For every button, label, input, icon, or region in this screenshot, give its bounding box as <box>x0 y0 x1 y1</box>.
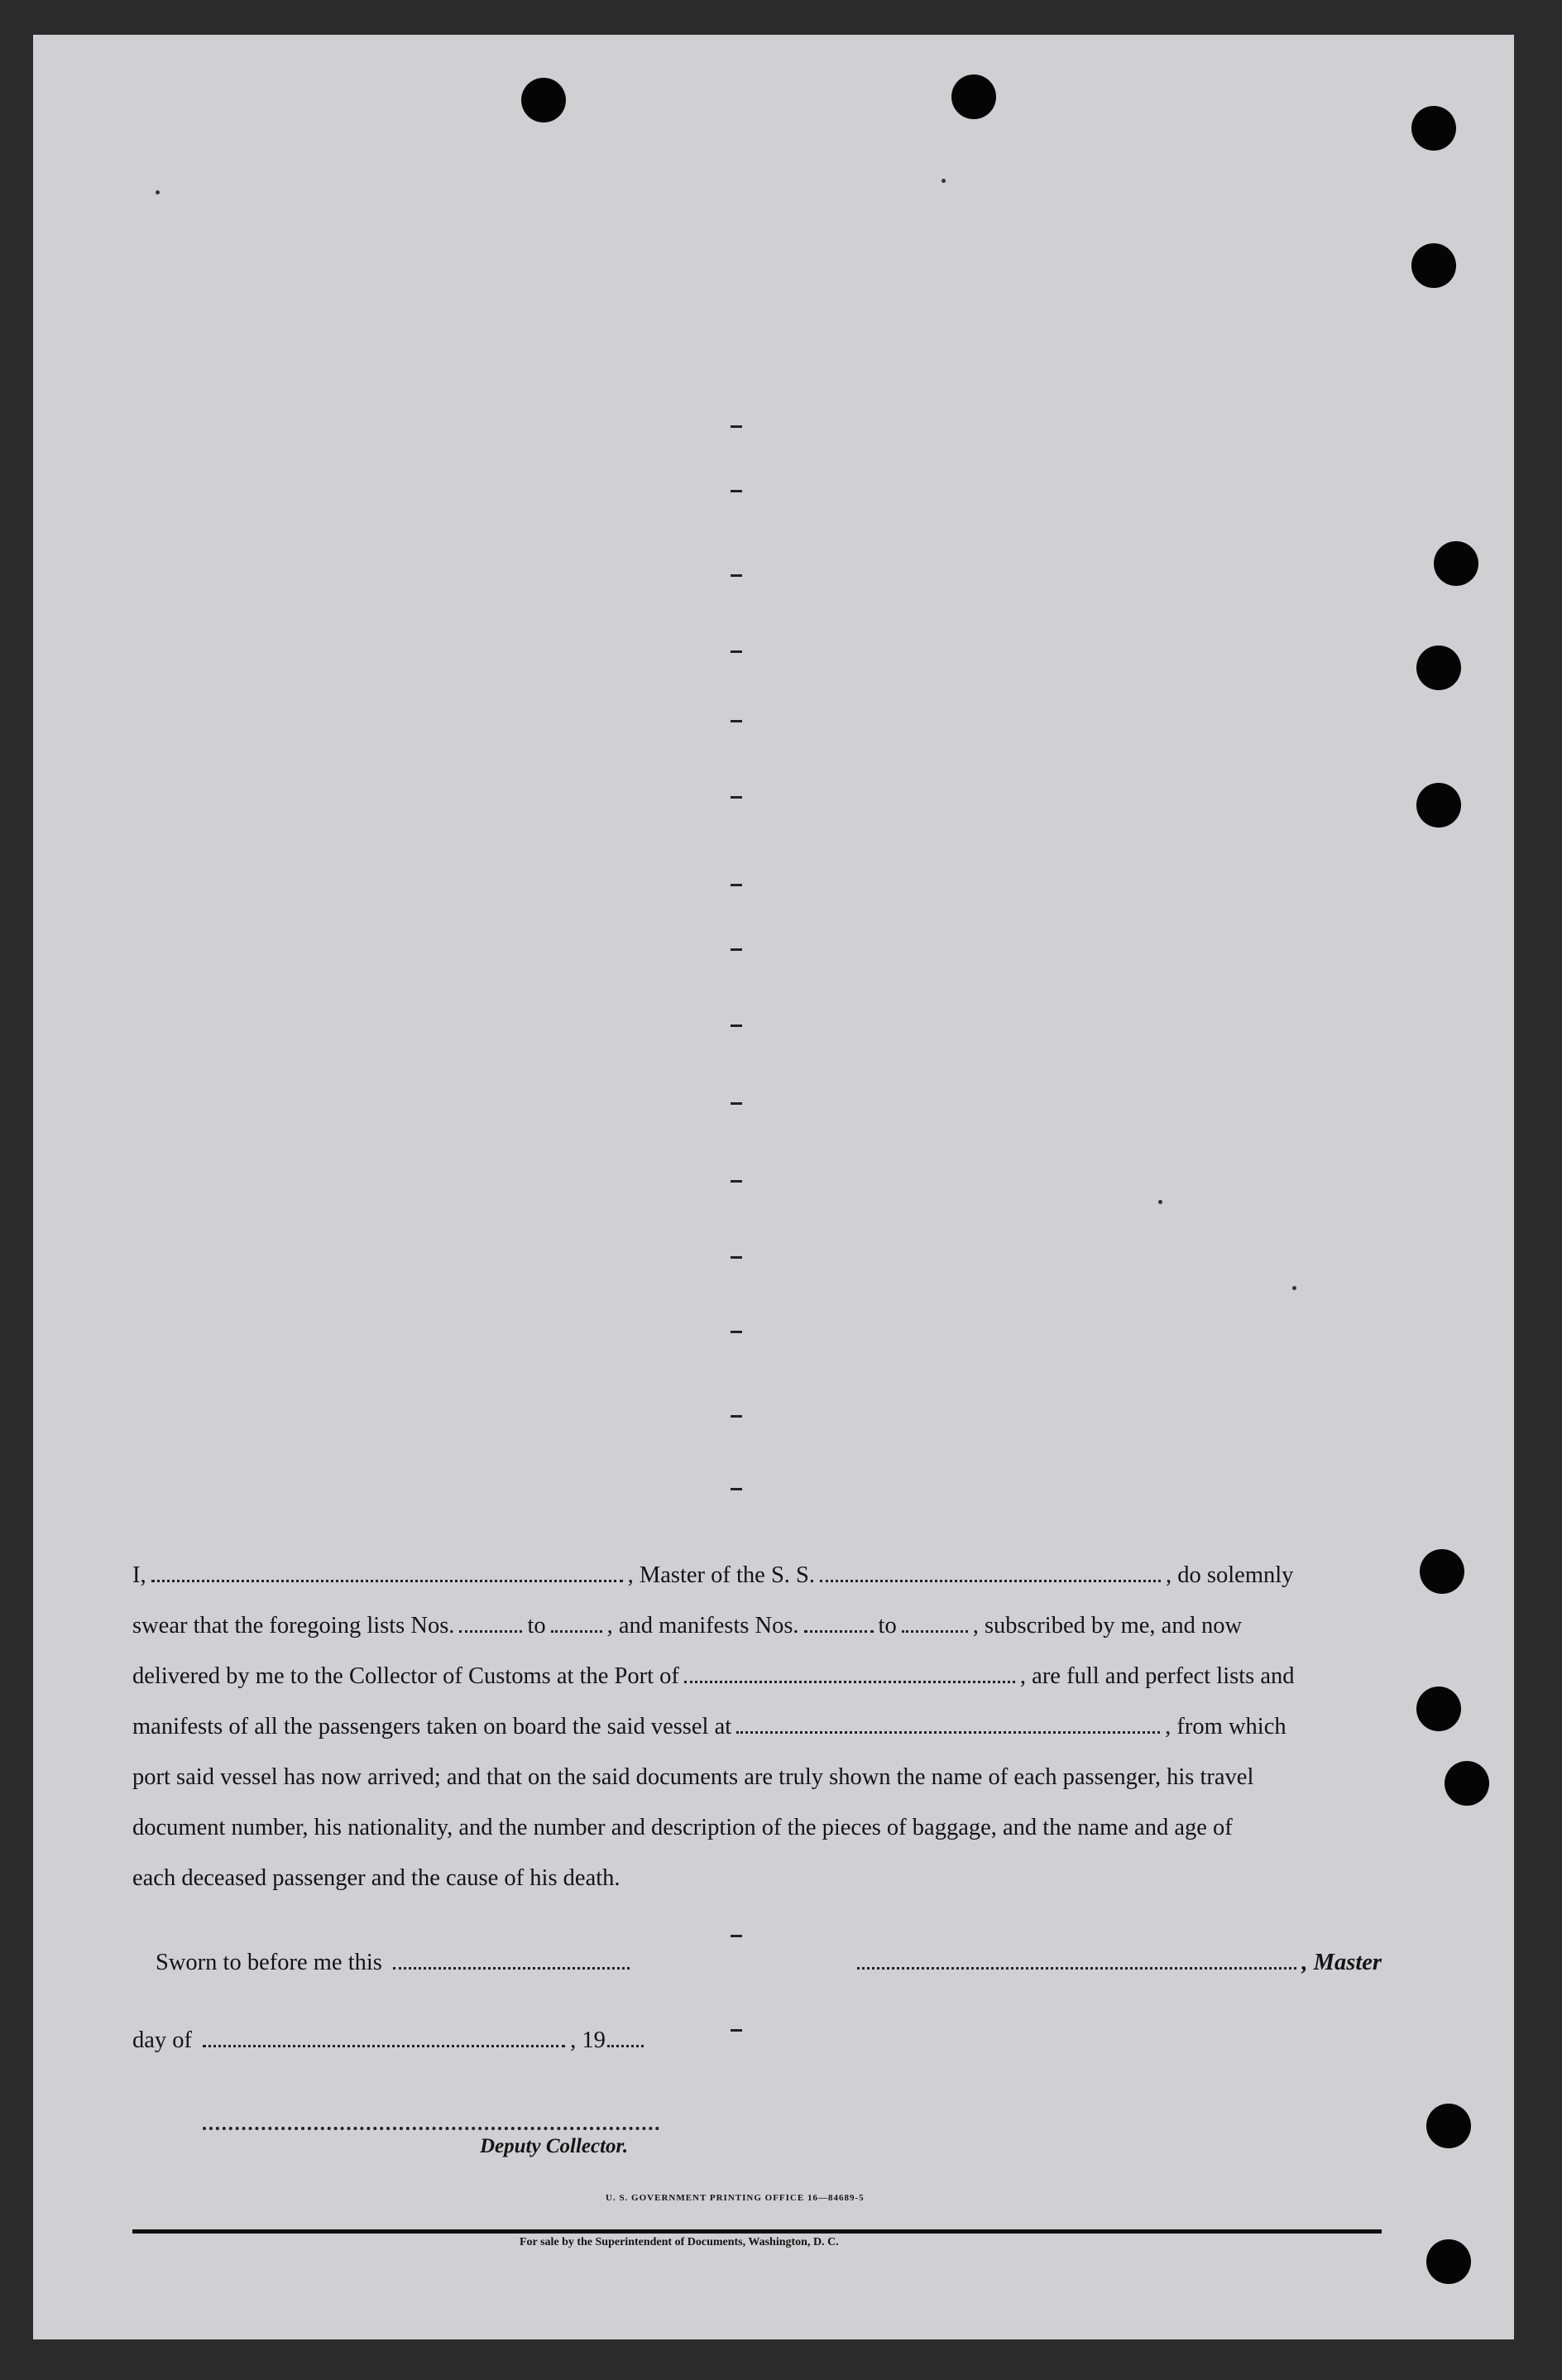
month-field[interactable] <box>203 2038 565 2047</box>
punch-hole <box>1411 243 1456 288</box>
oath-line-3 <box>132 1663 1382 1714</box>
fold-mark <box>731 948 742 951</box>
oath-line-7 <box>132 1865 1382 1916</box>
oath-pronoun: I, <box>132 1562 146 1588</box>
footer-rule <box>132 2229 1382 2234</box>
punch-hole <box>1426 2239 1471 2284</box>
fold-mark <box>731 1935 742 1937</box>
master-signature-field[interactable] <box>857 1960 1296 1970</box>
oath-text-line: document number, his nationality, and the number and description of the pieces of baggage, and the name and age of <box>132 1815 1233 1840</box>
fold-mark <box>731 650 742 653</box>
master-name-field[interactable] <box>151 1573 623 1582</box>
vessel-name-field[interactable] <box>820 1573 1161 1582</box>
sworn-date-field[interactable] <box>393 1960 630 1970</box>
lists-to-field[interactable] <box>551 1624 602 1633</box>
oath-line-4 <box>132 1714 1382 1764</box>
manifests-to-label: to <box>878 1613 897 1639</box>
fold-mark <box>731 796 742 799</box>
full-perfect-label: , are full and perfect lists and <box>1019 1663 1295 1689</box>
punch-hole <box>1411 106 1456 151</box>
oath-text <box>132 1562 1382 1916</box>
do-solemnly-label: , do solemnly <box>1166 1562 1294 1588</box>
sworn-label: Sworn to before me this <box>156 1950 382 1975</box>
fold-mark <box>731 1415 742 1418</box>
oath-line-2 <box>132 1613 1382 1663</box>
punch-hole <box>1416 1687 1461 1731</box>
punch-hole <box>1416 645 1461 690</box>
manifests-from-field[interactable] <box>804 1624 874 1633</box>
master-signature-line <box>852 1950 1382 1976</box>
master-label: , Master <box>1301 1950 1382 1975</box>
oath-line-1 <box>132 1562 1382 1613</box>
fold-mark <box>731 1024 742 1027</box>
day-of-line <box>132 2027 649 2054</box>
day-of-label: day of <box>132 2027 193 2053</box>
speck <box>1158 1200 1162 1204</box>
port-of-label: delivered by me to the Collector of Customs at the Port of <box>132 1663 679 1689</box>
punch-hole <box>1426 2104 1471 2148</box>
fold-mark <box>731 490 742 492</box>
fold-mark <box>731 1180 742 1183</box>
manifests-to-field[interactable] <box>902 1624 968 1633</box>
lists-to-label: to <box>527 1613 546 1639</box>
deputy-signature-field[interactable] <box>203 2127 659 2130</box>
year-field[interactable] <box>607 2038 644 2047</box>
punch-hole <box>1416 783 1461 828</box>
speck <box>156 190 160 194</box>
taken-on-board-label: manifests of all the passengers taken on board the said vessel at <box>132 1714 732 1739</box>
fold-mark <box>731 1488 742 1490</box>
punch-hole <box>1420 1549 1464 1594</box>
fold-mark <box>731 720 742 722</box>
lists-nos-label: swear that the foregoing lists Nos. <box>132 1613 455 1639</box>
port-of-field[interactable] <box>684 1674 1015 1683</box>
from-which-label: , from which <box>1165 1714 1286 1739</box>
year-label: , 19 <box>570 2027 606 2053</box>
oath-line-5 <box>132 1764 1382 1815</box>
fold-mark <box>731 884 742 886</box>
speck <box>1292 1286 1296 1290</box>
printer-imprint: U. S. GOVERNMENT PRINTING OFFICE 16—84689-5 <box>606 2193 865 2203</box>
lists-from-field[interactable] <box>459 1624 522 1633</box>
punch-hole <box>1445 1761 1489 1806</box>
fold-mark <box>731 1331 742 1333</box>
punch-hole <box>521 78 566 122</box>
oath-line-6 <box>132 1815 1382 1865</box>
oath-text-line: port said vessel has now arrived; and that on the said documents are truly shown the name of each passenger, his travel <box>132 1764 1254 1790</box>
sale-notice: For sale by the Superintendent of Documents, Washington, D. C. <box>520 2236 839 2248</box>
fold-mark <box>731 574 742 577</box>
fold-mark <box>731 1102 742 1105</box>
punch-hole <box>951 74 996 119</box>
speck <box>942 179 946 183</box>
deputy-collector-label: Deputy Collector. <box>480 2135 629 2157</box>
embarkation-port-field[interactable] <box>736 1725 1160 1734</box>
fold-mark <box>731 425 742 428</box>
oath-text-line: each deceased passenger and the cause of his death. <box>132 1865 620 1891</box>
manifests-nos-label: , and manifests Nos. <box>606 1613 799 1639</box>
sworn-line <box>156 1950 635 1976</box>
fold-mark <box>731 1256 742 1259</box>
form-page <box>33 35 1514 2339</box>
subscribed-label: , subscribed by me, and now <box>972 1613 1243 1639</box>
fold-mark <box>731 2029 742 2032</box>
punch-hole <box>1434 541 1478 586</box>
master-of-ss-label: , Master of the S. S. <box>627 1562 816 1588</box>
